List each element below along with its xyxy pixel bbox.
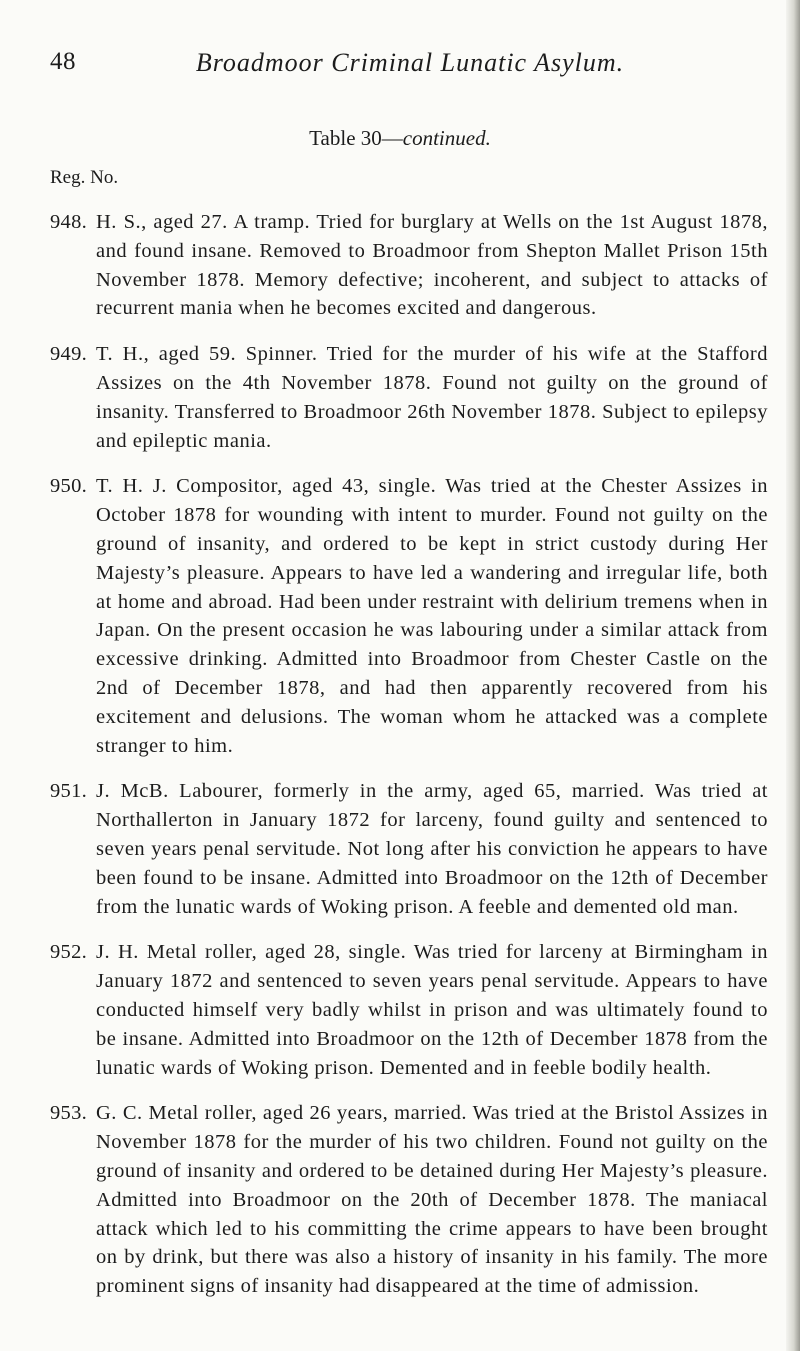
- entry-number: 949.: [50, 343, 88, 366]
- entry-text: J. McB. Labourer, formerly in the army, aged 65, married. Was tried at Northallerton in January 1872 for larceny, found guilty and sentenced to seven years penal servitude. Not long after his conviction he appears to have been found to be insane. Admitted into Broadmoor on the 12th of December from the lunatic wards of Woking prison. A feeble and demented old man.: [96, 780, 768, 918]
- entry-text: J. H. Metal roller, aged 28, single. Was tried for larceny at Birmingham in January 1872 and sentenced to seven years penal servitude. Appears to have conducted himself very badly whilst in prison and was ultimately found to be insane. Admitted into Broadmoor on the 12th of December 1878 from the lunatic wards of Woking prison. Demented and in feeble bodily health.: [96, 941, 768, 1079]
- table-heading-continued: continued.: [402, 126, 491, 150]
- entry-951: [50, 777, 768, 921]
- entry-number: 951.: [50, 780, 88, 803]
- entry-text: T. H. J. Compositor, aged 43, single. Was tried at the Chester Assizes in October 1878 for wounding with intent to murder. Found not guilty on the ground of insanity, and ordered to be kept in strict custody during Her Majesty’s pleasure. Appears to have led a wandering and irregular life, both at home and abroad. Had been under restraint with delirium tremens when in Japan. On the present occasion he was labouring under a similar attack from excessive drinking. Admitted into Broadmoor from Chester Castle on the 2nd of December 1878, and had then apparently recovered from his excitement and delusions. The woman whom he attacked was a complete stranger to him.: [96, 475, 768, 757]
- running-title: Broadmoor Criminal Lunatic Asylum.: [195, 48, 625, 77]
- entry-number: 953.: [50, 1102, 88, 1125]
- entry-948: [50, 208, 768, 323]
- entry-text: G. C. Metal roller, aged 26 years, married. Was tried at the Bristol Assizes in November 1878 for the murder of his two children. Found not guilty on the ground of insanity and ordered to be detained during Her Majesty’s pleasure. Admitted into Broadmoor on the 20th of December 1878. The maniacal attack which led to his committing the crime appears to have been brought on by drink, but there was also a history of insanity in his family. The more prominent signs of insanity had disappeared at the time of admission.: [96, 1102, 768, 1298]
- entry-list: [50, 208, 768, 1318]
- entry-text: T. H., aged 59. Spinner. Tried for the murder of his wife at the Stafford Assizes on the 4th November 1878. Found not guilty on the ground of insanity. Transferred to Broadmoor 26th November 1878. Subject to epilepsy and epileptic mania.: [96, 343, 768, 452]
- page-number: 48: [50, 48, 76, 75]
- entry-949: [50, 340, 768, 455]
- entry-text: H. S., aged 27. A tramp. Tried for burglary at Wells on the 1st August 1878, and found insane. Removed to Broadmoor from Shepton Mallet Prison 15th November 1878. Memory defective; incoherent, and subject to attacks of recurrent mania when he becomes excited and dangerous.: [96, 211, 768, 320]
- entry-950: [50, 472, 768, 760]
- entry-953: [50, 1099, 768, 1301]
- table-heading: [0, 126, 800, 151]
- entry-952: [50, 938, 768, 1082]
- entry-number: 950.: [50, 475, 88, 498]
- entry-number: 952.: [50, 941, 88, 964]
- page-edge-shadow: [786, 0, 800, 1351]
- page-header: [50, 48, 770, 88]
- entry-number: 948.: [50, 211, 88, 233]
- table-heading-label: Table 30—: [309, 126, 403, 150]
- column-label-reg-no: Reg. No.: [50, 167, 119, 188]
